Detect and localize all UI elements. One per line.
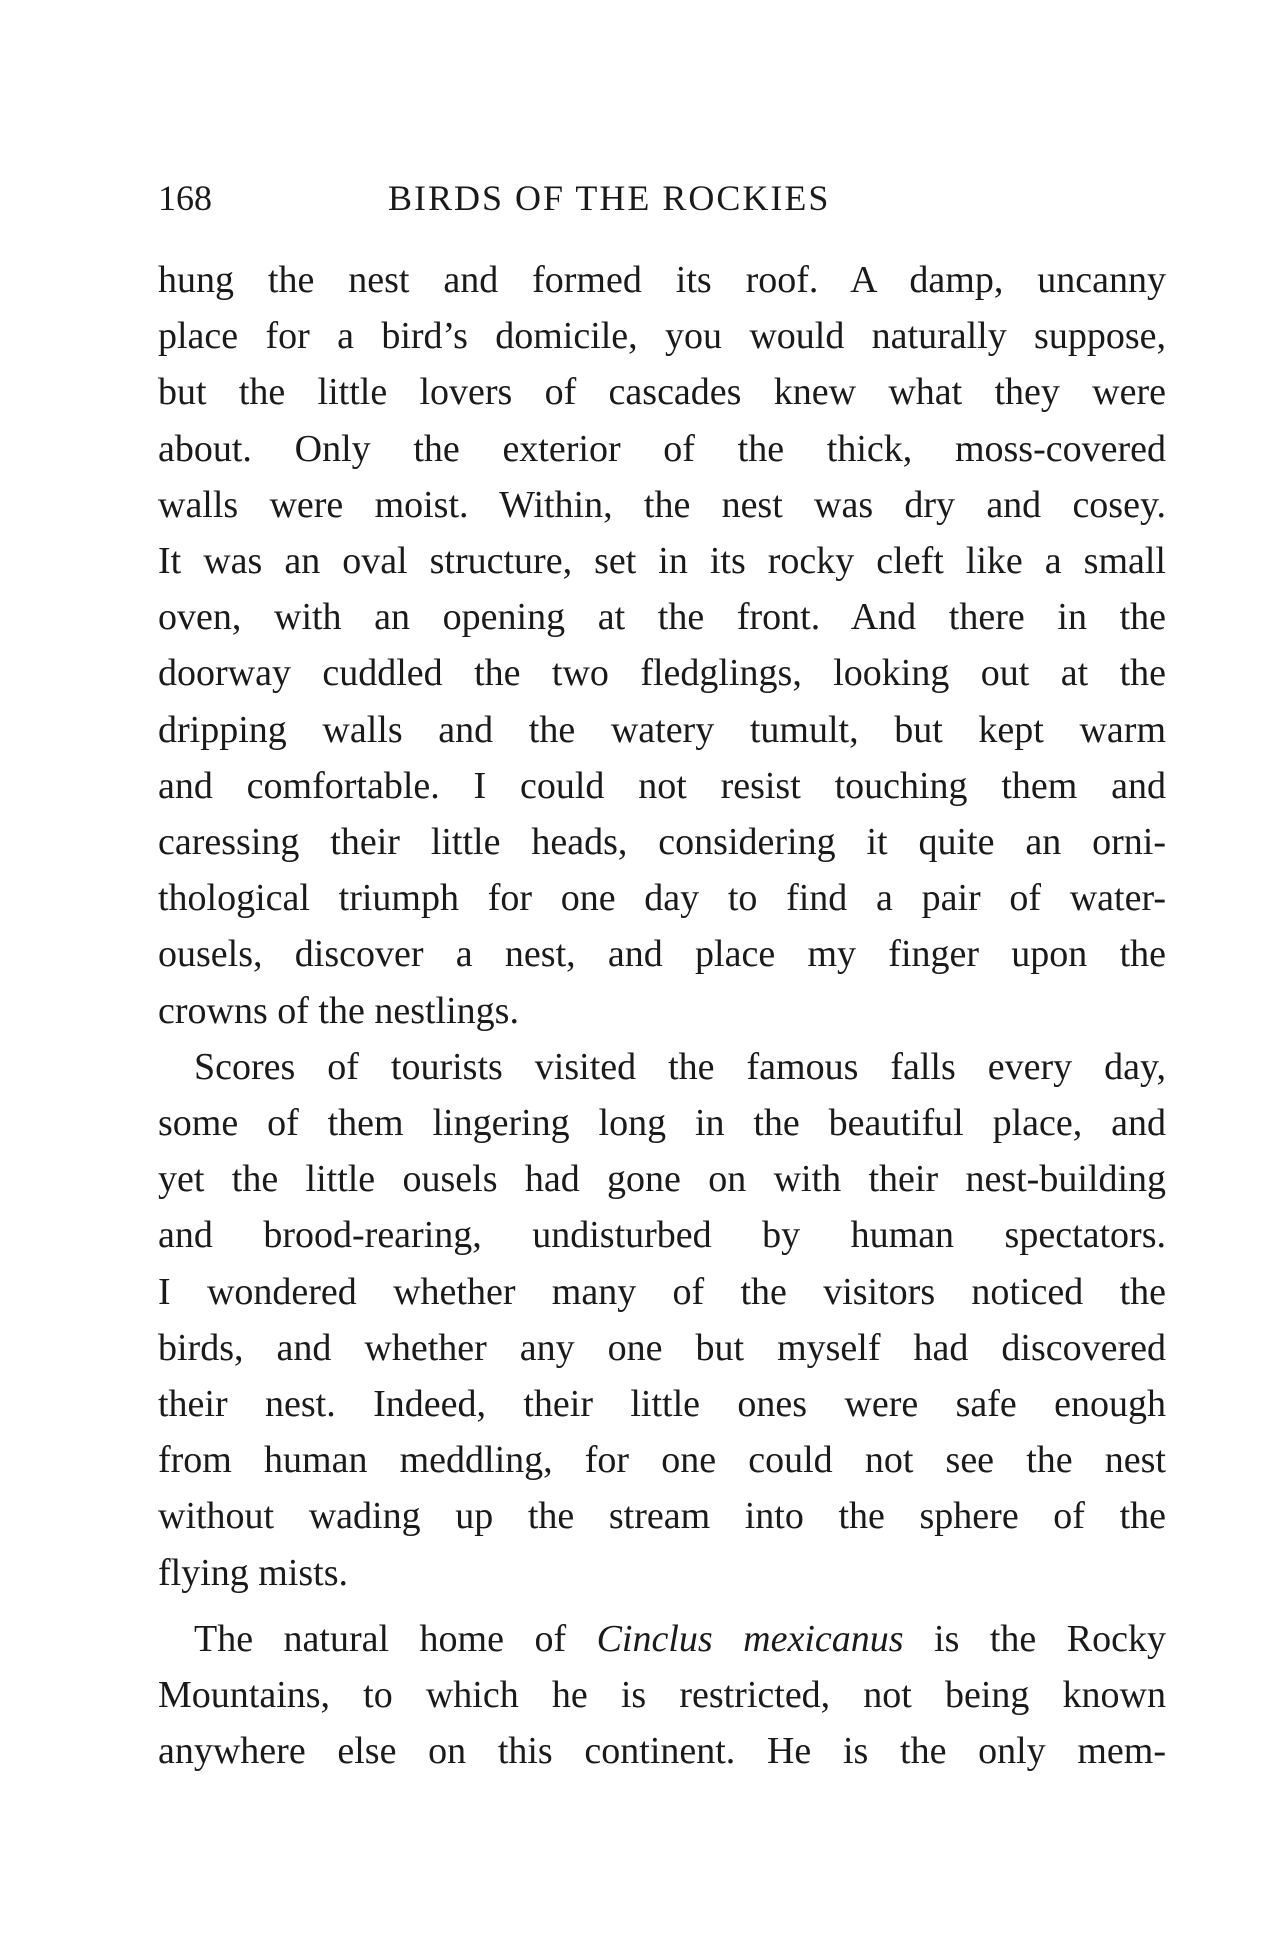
text-line: but the little lovers of cascades knew what they were xyxy=(158,371,1166,414)
text-line: yet the little ousels had gone on with their nest-building xyxy=(158,1158,1166,1201)
paragraph-2 xyxy=(158,1039,1166,1601)
running-title: BIRDS OF THE ROCKIES xyxy=(388,178,831,218)
text-fragment: is the Rocky xyxy=(903,1617,1166,1660)
body-text xyxy=(158,252,1166,1779)
paragraph-3 xyxy=(158,1611,1166,1780)
text-line: I wondered whether many of the visitors noticed the xyxy=(158,1270,1166,1313)
text-line: caressing their little heads, considering it quite an orni- xyxy=(158,821,1166,864)
text-line: their nest. Indeed, their little ones were safe enough xyxy=(158,1383,1166,1426)
text-line: birds, and whether any one but myself had discovered xyxy=(158,1326,1166,1369)
text-line: some of them lingering long in the beautiful place, and xyxy=(158,1102,1166,1145)
text-line: hung the nest and formed its roof. A damp, uncanny xyxy=(158,259,1166,301)
text-line: walls were moist. Within, the nest was dry and cosey. xyxy=(158,483,1166,526)
text-line: thological triumph for one day to find a pair of water- xyxy=(158,877,1166,920)
text-line: and brood-rearing, undisturbed by human spectators. xyxy=(158,1214,1166,1257)
text-line: place for a bird’s domicile, you would naturally suppose, xyxy=(158,315,1166,358)
text-line: flying mists. xyxy=(158,1551,349,1594)
text-line: from human meddling, for one could not see the nest xyxy=(158,1439,1166,1482)
page-number: 168 xyxy=(158,178,212,218)
species-name: Cinclus mexicanus xyxy=(596,1617,904,1660)
text-line: about. Only the exterior of the thick, moss-covered xyxy=(158,427,1166,470)
text-fragment: The natural home of xyxy=(194,1617,597,1660)
text-line: Mountains, to which he is restricted, not being known xyxy=(158,1674,1166,1717)
text-line: doorway cuddled the two fledglings, looking out at the xyxy=(158,652,1166,695)
running-head xyxy=(158,178,1166,218)
text-line: Scores of tourists visited the famous falls every day, xyxy=(194,1045,1166,1088)
text-line: ousels, discover a nest, and place my finger upon the xyxy=(158,933,1166,976)
text-line: anywhere else on this continent. He is the only mem- xyxy=(158,1730,1166,1773)
text-line: It was an oval structure, set in its rocky cleft like a small xyxy=(158,540,1166,583)
text-line: dripping walls and the watery tumult, but kept warm xyxy=(158,708,1166,751)
text-line: without wading up the stream into the sphere of the xyxy=(158,1495,1166,1538)
text-line: oven, with an opening at the front. And there in the xyxy=(158,596,1166,639)
text-line: and comfortable. I could not resist touching them and xyxy=(158,764,1166,807)
text-line: crowns of the nestlings. xyxy=(158,989,519,1032)
text-line xyxy=(158,1611,1166,1667)
paragraph-1 xyxy=(158,252,1166,1039)
